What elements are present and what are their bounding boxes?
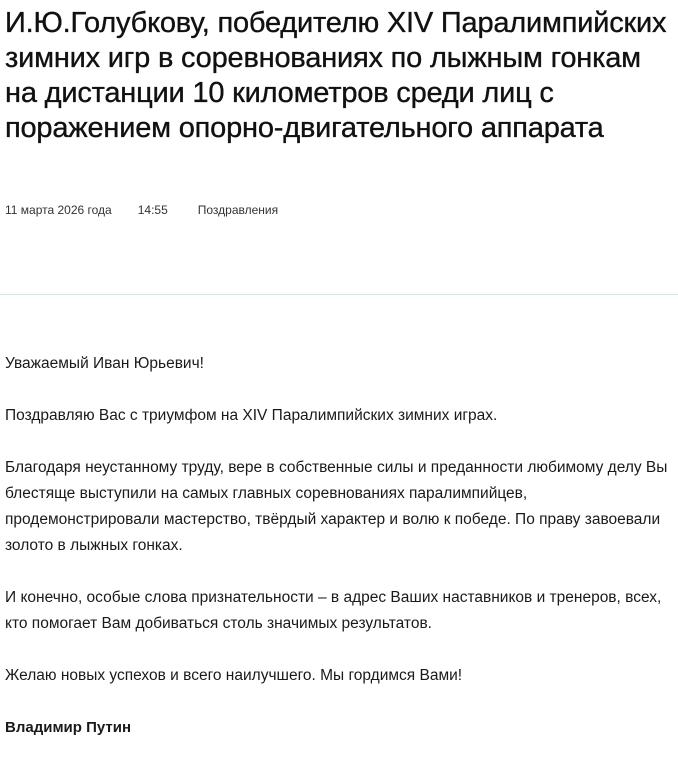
greeting-paragraph: Уважаемый Иван Юрьевич! [5, 355, 204, 372]
article-title: И.Ю.Голубкову, победителю XIV Паралимпийских зимних игр в соревнованиях по лыжным гонкам на дистанции 10 километров среди лиц с поражением опорно-двигательного аппарата [5, 7, 667, 144]
body-paragraph: Благодаря неустанному труду, вере в собственные силы и преданности любимому делу Вы блестяще выступили на самых главных соревнованиях паралимпийцев, продемонстрировали мастерство, твёрдый характер и волю к победе. По праву завоевали золото в лыжных гонках. [5, 459, 668, 554]
body-paragraph: Желаю новых успехов и всего наилучшего. Мы гордимся Вами! [5, 667, 463, 684]
body-paragraph: Поздравляю Вас с триумфом на XIV Паралимпийских зимних играх. [5, 407, 498, 424]
article-category-link[interactable]: Поздравления [197, 203, 279, 217]
divider [0, 294, 678, 295]
article-time: 14:55 [137, 203, 168, 217]
article-header [5, 6, 673, 146]
article-body [5, 351, 673, 767]
article-meta [5, 203, 278, 217]
body-paragraph: И конечно, особые слова признательности – в адрес Ваших наставников и тренеров, всех, кто помогает Вам добиваться столь значимых результатов. [5, 589, 662, 632]
article-date: 11 марта 2026 года [5, 203, 112, 217]
signature: Владимир Путин [5, 719, 132, 736]
